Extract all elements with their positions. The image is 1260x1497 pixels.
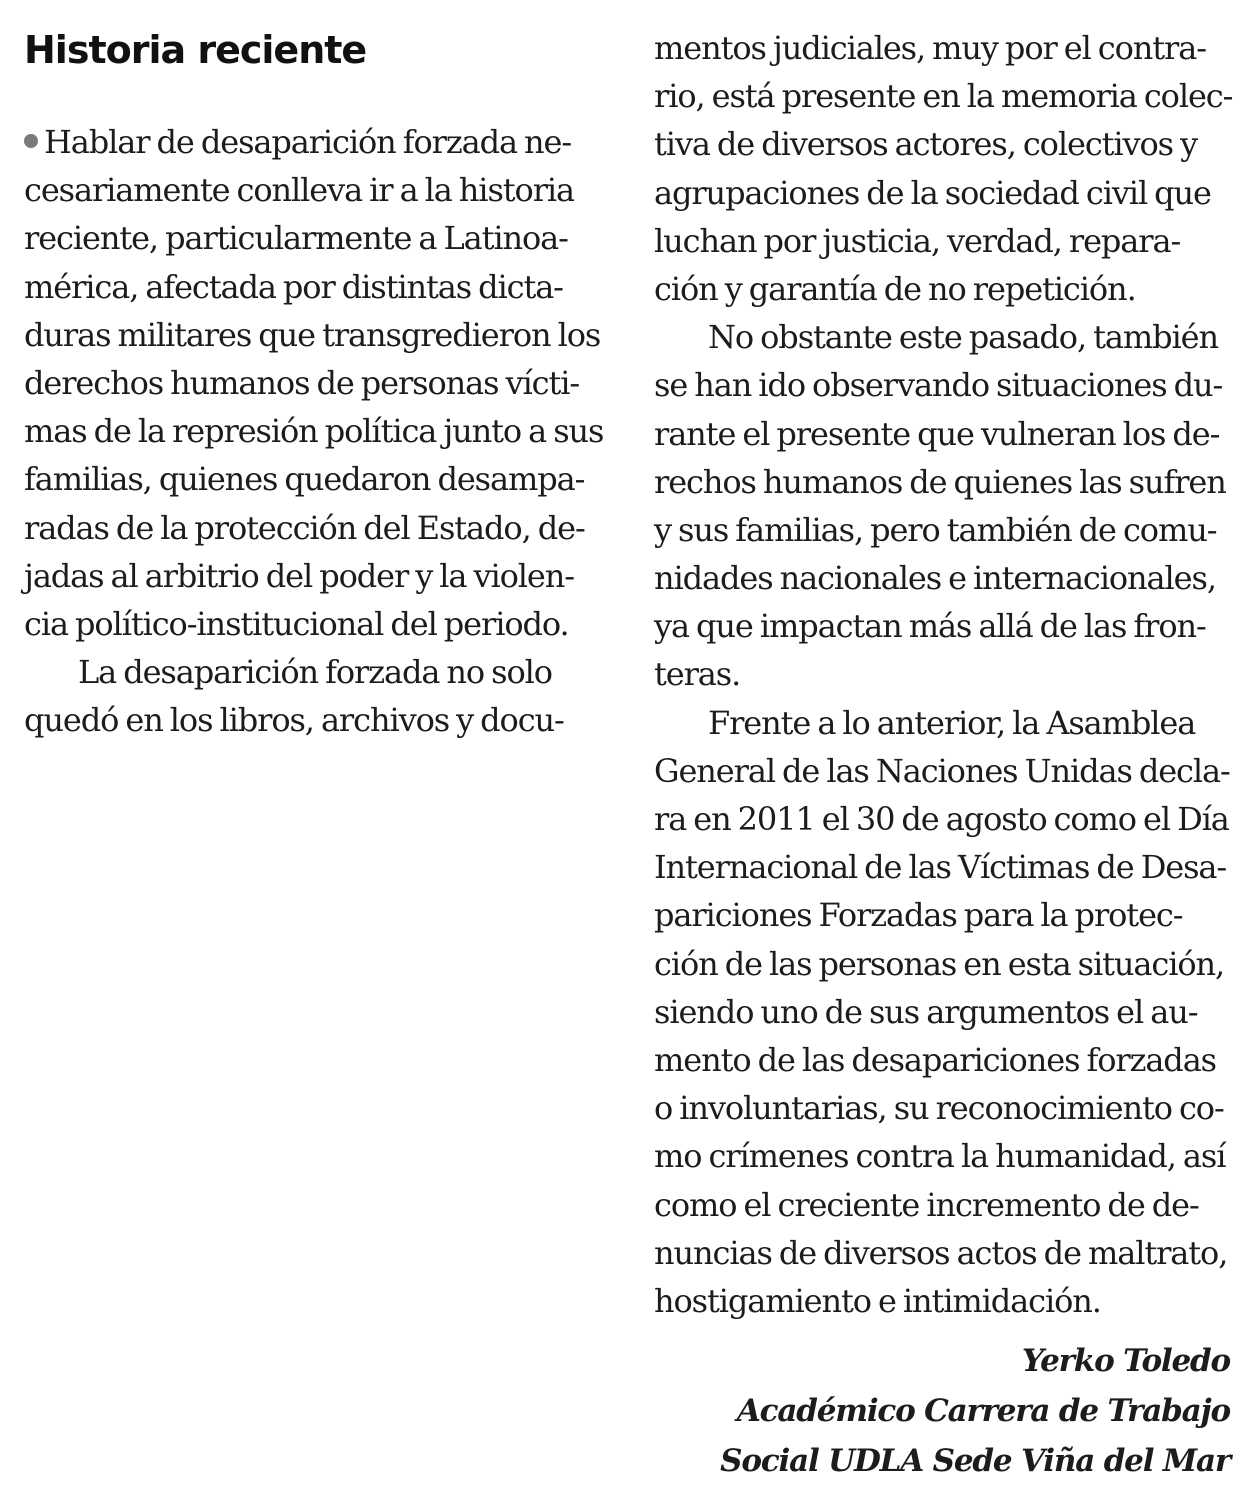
text-line-content: ra en 2011 el 30 de agosto como el Día (654, 800, 1229, 838)
left-column (24, 118, 602, 744)
text-line-content: pariciones Forzadas para la protec- (654, 896, 1183, 935)
text-line-content: agrupaciones de la sociedad civil que (654, 173, 1211, 212)
text-line (24, 455, 602, 503)
text-line-content: No obstante este pasado, también (708, 318, 1218, 357)
text-line-content: Hablar de desaparición forzada ne- (44, 123, 572, 161)
text-line (654, 217, 1232, 265)
text-line-content: duras militares que transgredieron los (24, 315, 601, 354)
text-line (24, 263, 602, 311)
text-line (654, 1229, 1232, 1277)
text-line (654, 843, 1232, 891)
text-line-content: reciente, particularmente a Latinoa- (24, 219, 568, 258)
text-line (654, 699, 1232, 747)
text-line (24, 600, 602, 648)
text-line-content: ya que impactan más allá de las fron- (654, 607, 1206, 646)
text-line-content: como el creciente incremento de de- (654, 1185, 1199, 1224)
text-line (654, 265, 1232, 313)
text-line (654, 891, 1232, 939)
text-line-content: cesariamente conlleva ir a la historia (24, 171, 574, 210)
text-line (654, 940, 1232, 988)
text-line-content: Internacional de las Víctimas de Desa- (654, 848, 1227, 887)
text-line (24, 696, 602, 744)
text-line (654, 650, 1232, 698)
text-line (24, 214, 602, 262)
text-line-content: mas de la represión política junto a sus (24, 412, 604, 451)
author-title-line-1: Académico Carrera de Trabajo (736, 1393, 1230, 1429)
text-line (654, 361, 1232, 409)
text-line (24, 118, 602, 166)
text-line-content: nidades nacionales e internacionales, (654, 559, 1216, 598)
text-line (654, 24, 1232, 72)
text-line (24, 407, 602, 455)
author-title-line-2: Social UDLA Sede Viña del Mar (720, 1443, 1230, 1479)
text-line-content: cia político-institucional del periodo. (24, 604, 569, 643)
text-line (654, 169, 1232, 217)
text-line-content: mento de las desapariciones forzadas (654, 1040, 1216, 1079)
text-line (654, 506, 1232, 554)
text-line (654, 313, 1232, 361)
text-line (654, 795, 1232, 843)
text-line (654, 1132, 1232, 1180)
text-line-content: hostigamiento e intimidación. (654, 1281, 1101, 1320)
text-line-content: General de las Naciones Unidas decla- (654, 751, 1230, 790)
text-line (654, 602, 1232, 650)
text-line-content: familias, quienes quedaron desampa- (24, 460, 585, 499)
bullet-dot-icon (24, 134, 38, 148)
text-line-content: siendo uno de sus argumentos el au- (654, 992, 1198, 1031)
text-line-content: nuncias de diversos actos de maltrato, (654, 1233, 1228, 1272)
text-line (654, 410, 1232, 458)
text-line-content: quedó en los libros, archivos y docu- (24, 701, 564, 740)
article-headline: Historia reciente (24, 28, 367, 72)
text-line (654, 458, 1232, 506)
text-line-content: teras. (654, 655, 741, 694)
text-line-content: tiva de diversos actores, colectivos y (654, 125, 1198, 164)
author-signature (720, 1336, 1230, 1486)
text-line (654, 988, 1232, 1036)
text-line-content: mo crímenes contra la humanidad, así (654, 1137, 1226, 1176)
text-line-content: La desaparición forzada no solo (78, 653, 552, 692)
text-line-content: ción de las personas en esta situación, (654, 944, 1225, 983)
text-line-content: derechos humanos de personas vícti- (24, 363, 580, 402)
text-line (24, 311, 602, 359)
text-line-content: radas de la protección del Estado, de- (24, 508, 585, 547)
text-line-content: rante el presente que vulneran los de- (654, 414, 1220, 453)
text-line (654, 1277, 1232, 1325)
text-line-content: Frente a lo anterior, la Asamblea (708, 703, 1196, 742)
text-line-content: o involuntarias, su reconocimiento co- (654, 1089, 1224, 1128)
text-line-content: rio, está presente en la memoria colec- (654, 77, 1233, 116)
text-line (654, 747, 1232, 795)
text-line-content: mérica, afectada por distintas dicta- (24, 267, 563, 306)
text-line (654, 72, 1232, 120)
text-line (24, 552, 602, 600)
text-line (24, 648, 602, 696)
text-line-content: ción y garantía de no repetición. (654, 269, 1136, 308)
text-line (654, 1084, 1232, 1132)
text-line-content: mentos judiciales, muy por el contra- (654, 29, 1206, 67)
text-line (24, 359, 602, 407)
right-column (654, 24, 1232, 1325)
text-line (654, 554, 1232, 602)
text-line (654, 1036, 1232, 1084)
text-line (654, 1181, 1232, 1229)
text-line-content: y sus familias, pero también de comu- (654, 510, 1217, 549)
text-line-content: luchan por justicia, verdad, repara- (654, 221, 1181, 260)
text-line (24, 504, 602, 552)
text-line-content: se han ido observando situaciones du- (654, 366, 1223, 405)
text-line-content: jadas al arbitrio del poder y la violen- (24, 556, 574, 595)
text-line-content: rechos humanos de quienes las sufren (654, 462, 1226, 501)
author-name: Yerko Toledo (1021, 1343, 1230, 1379)
text-line (654, 120, 1232, 168)
text-line (24, 166, 602, 214)
